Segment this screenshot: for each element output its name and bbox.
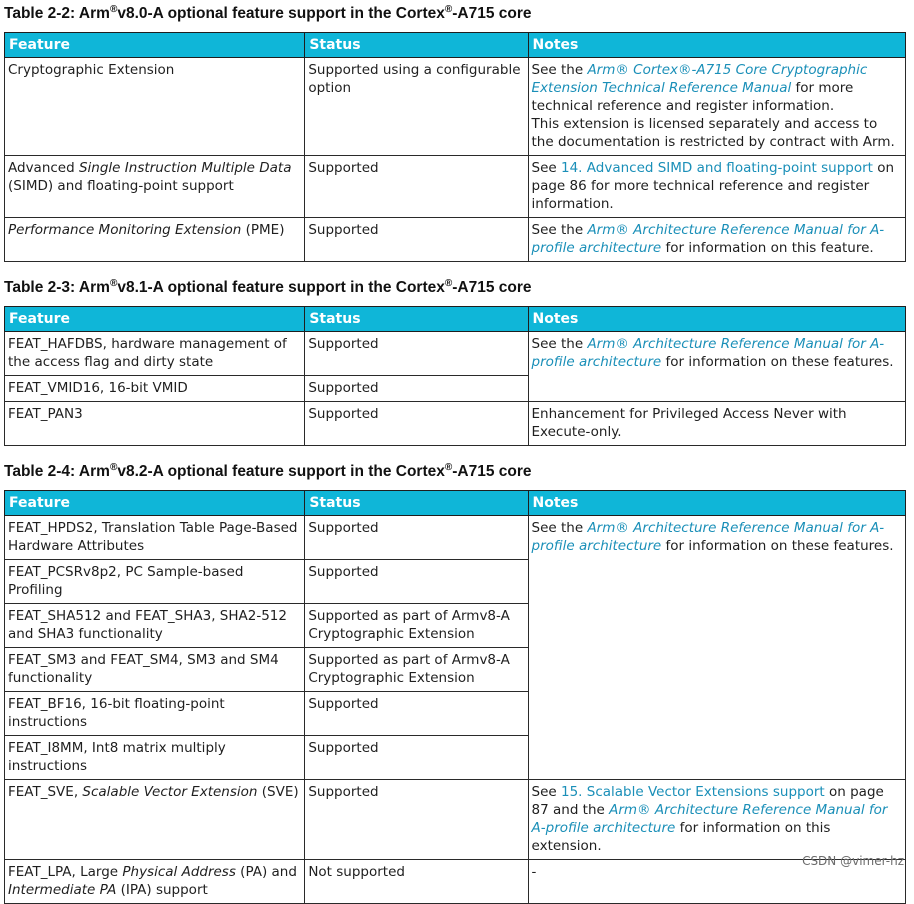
cell-feature: FEAT_BF16, 16-bit floating-point instructions xyxy=(5,692,305,736)
cell-feature: FEAT_SHA512 and FEAT_SHA3, SHA2-512 and SHA3 functionality xyxy=(5,604,305,648)
cell-feature: FEAT_LPA, Large Physical Address (PA) and Intermediate PA (IPA) support xyxy=(5,860,305,904)
table-2-2-title: Table 2-2: Arm®v8.0-A optional feature support in the Cortex®-A715 core xyxy=(4,3,532,22)
table-2-3-title: Table 2-3: Arm®v8.1-A optional feature support in the Cortex®-A715 core xyxy=(4,277,532,296)
cell-status: Supported xyxy=(305,780,528,860)
cell-feature: Advanced Single Instruction Multiple Data (SIMD) and floating-point support xyxy=(5,156,305,218)
cell-status: Supported xyxy=(305,218,528,262)
table-row xyxy=(5,402,906,446)
header-notes: Notes xyxy=(528,491,905,516)
arm-arm-link[interactable]: Arm® Architecture Reference Manual for A-profile architecture xyxy=(531,520,885,554)
cell-status: Supported using a configurable option xyxy=(305,58,528,156)
header-status: Status xyxy=(305,33,528,58)
cell-status: Supported as part of Armv8-A Cryptographic Extension xyxy=(305,604,528,648)
cell-feature: FEAT_VMID16, 16-bit VMID xyxy=(5,376,305,402)
table-row xyxy=(5,218,906,262)
sve-section-link[interactable]: 15. Scalable Vector Extensions support xyxy=(561,784,825,800)
cell-notes: See the Arm® Cortex®-A715 Core Cryptographic Extension Technical Reference Manual for more technical reference and register information. This extension is licensed separately and access to the documentation is restricted by contract with Arm. xyxy=(528,58,905,156)
header-notes: Notes xyxy=(528,307,905,332)
cell-feature: Cryptographic Extension xyxy=(5,58,305,156)
cell-status: Supported as part of Armv8-A Cryptographic Extension xyxy=(305,648,528,692)
arm-arm-link[interactable]: Arm® Architecture Reference Manual for A-profile architecture xyxy=(531,336,885,370)
table-row xyxy=(5,58,906,156)
header-status: Status xyxy=(305,307,528,332)
cell-feature: FEAT_SVE, Scalable Vector Extension (SVE) xyxy=(5,780,305,860)
table-row xyxy=(5,860,906,904)
header-feature: Feature xyxy=(5,307,305,332)
document-page xyxy=(4,0,906,904)
cell-notes: See 15. Scalable Vector Extensions support on page 87 and the Arm® Architecture Reference Manual for A-profile architecture for information on this extension. xyxy=(528,780,905,860)
cell-feature: FEAT_HPDS2, Translation Table Page-Based Hardware Attributes xyxy=(5,516,305,560)
simd-section-link[interactable]: 14. Advanced SIMD and floating-point support xyxy=(561,160,873,176)
table-row xyxy=(5,516,906,560)
header-notes: Notes xyxy=(528,33,905,58)
table-header-row xyxy=(5,307,906,332)
cell-status: Supported xyxy=(305,692,528,736)
arm-arm-link[interactable]: Arm® Architecture Reference Manual for A-profile architecture xyxy=(531,222,885,256)
cell-notes-shared: See the Arm® Architecture Reference Manual for A-profile architecture for information on these features. xyxy=(528,332,905,402)
cell-status: Not supported xyxy=(305,860,528,904)
cell-notes: See the Arm® Architecture Reference Manual for A-profile architecture for information on this feature. xyxy=(528,218,905,262)
cell-feature: FEAT_HAFDBS, hardware management of the access flag and dirty state xyxy=(5,332,305,376)
cell-notes: See 14. Advanced SIMD and floating-point support on page 86 for more technical reference and register information. xyxy=(528,156,905,218)
cell-status: Supported xyxy=(305,560,528,604)
header-feature: Feature xyxy=(5,491,305,516)
table-2-4 xyxy=(4,490,906,904)
cell-status: Supported xyxy=(305,156,528,218)
cell-notes-shared: See the Arm® Architecture Reference Manual for A-profile architecture for information on these features. xyxy=(528,516,905,780)
cell-feature: FEAT_PCSRv8p2, PC Sample-based Profiling xyxy=(5,560,305,604)
cell-notes: - xyxy=(528,860,905,904)
table-2-4-title: Table 2-4: Arm®v8.2-A optional feature support in the Cortex®-A715 core xyxy=(4,461,532,480)
table-row xyxy=(5,156,906,218)
cell-feature: FEAT_I8MM, Int8 matrix multiply instructions xyxy=(5,736,305,780)
table-row xyxy=(5,780,906,860)
cell-feature: Performance Monitoring Extension (PME) xyxy=(5,218,305,262)
watermark: CSDN @vimer-hz xyxy=(802,854,904,868)
arm-arm-link[interactable]: Arm® Architecture Reference Manual for A-profile architecture xyxy=(531,802,888,836)
crypto-trm-link[interactable]: Arm® Cortex®-A715 Core Cryptographic Extension Technical Reference Manual xyxy=(531,62,868,96)
cell-status: Supported xyxy=(305,332,528,376)
cell-feature: FEAT_SM3 and FEAT_SM4, SM3 and SM4 functionality xyxy=(5,648,305,692)
table-header-row xyxy=(5,33,906,58)
cell-status: Supported xyxy=(305,402,528,446)
cell-status: Supported xyxy=(305,736,528,780)
table-2-3 xyxy=(4,306,906,446)
table-row xyxy=(5,332,906,376)
cell-feature: FEAT_PAN3 xyxy=(5,402,305,446)
header-feature: Feature xyxy=(5,33,305,58)
cell-status: Supported xyxy=(305,376,528,402)
table-2-2 xyxy=(4,32,906,262)
header-status: Status xyxy=(305,491,528,516)
cell-notes: Enhancement for Privileged Access Never with Execute-only. xyxy=(528,402,905,446)
table-header-row xyxy=(5,491,906,516)
cell-status: Supported xyxy=(305,516,528,560)
